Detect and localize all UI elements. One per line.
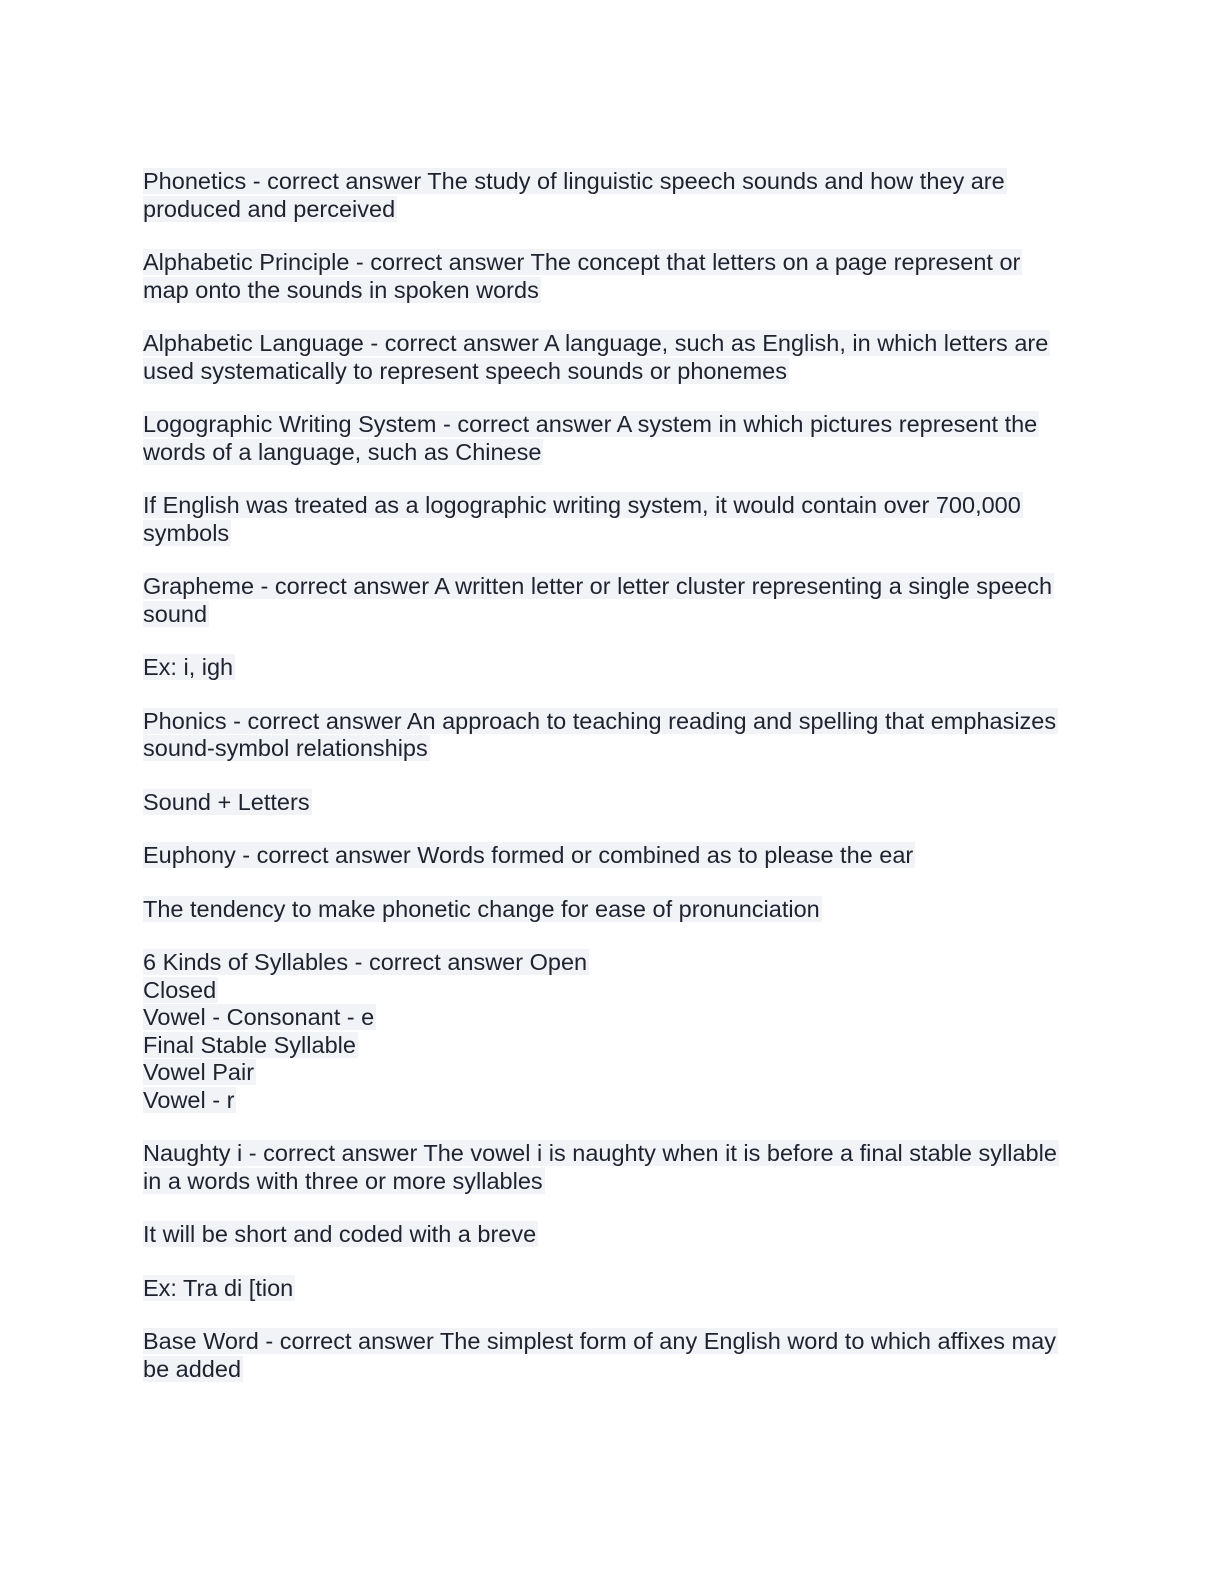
flashcard-entry	[143, 168, 1083, 223]
entry-line	[143, 708, 1083, 736]
flashcard-entry	[143, 411, 1083, 466]
entry-line	[143, 1168, 1083, 1196]
entry-line	[143, 520, 1083, 548]
flashcard-entry	[143, 1221, 1083, 1249]
flashcard-entry	[143, 896, 1083, 924]
entry-text: sound-symbol relationships	[143, 735, 428, 761]
entry-line	[143, 949, 1083, 977]
entry-line	[143, 977, 1083, 1005]
entry-text: symbols	[143, 519, 230, 546]
entry-text: be added	[143, 1355, 242, 1382]
entry-text: Logographic Writing System - correct answer A system in which pictures represent the	[143, 411, 1038, 437]
entry-text: used systematically to represent speech sounds or phonemes	[143, 357, 787, 384]
entry-text: Alphabetic Language - correct answer A language, such as English, in which letters are	[143, 330, 1049, 356]
entry-text: Sound + Letters	[143, 788, 310, 815]
entry-line	[143, 1032, 1083, 1060]
entry-text: Vowel - r	[143, 1086, 235, 1113]
entry-text: 6 Kinds of Syllables - correct answer Open	[143, 949, 588, 975]
entry-line	[143, 842, 1083, 870]
entry-line	[143, 1059, 1083, 1087]
entry-line	[143, 1087, 1083, 1115]
flashcard-entry	[143, 330, 1083, 385]
entry-text: Final Stable Syllable	[143, 1031, 356, 1058]
entry-line	[143, 789, 1083, 817]
entry-text: It will be short and coded with a breve	[143, 1221, 537, 1247]
entry-line	[143, 168, 1083, 196]
entry-text: Alphabetic Principle - correct answer The concept that letters on a page represent or	[143, 249, 1021, 275]
entry-text: produced and perceived	[143, 195, 396, 222]
entry-text: Grapheme - correct answer A written letter or letter cluster representing a single speech	[143, 573, 1053, 599]
entry-line	[143, 1328, 1083, 1356]
flashcard-entry	[143, 1328, 1083, 1383]
entry-line	[143, 601, 1083, 629]
entry-line	[143, 330, 1083, 358]
flashcard-entry	[143, 789, 1083, 817]
entry-line	[143, 492, 1083, 520]
entry-text: words of a language, such as Chinese	[143, 438, 542, 465]
entry-text: Ex: i, igh	[143, 654, 234, 680]
flashcard-entry	[143, 492, 1083, 547]
entry-line	[143, 1004, 1083, 1032]
entry-text: Ex: Tra di [tion	[143, 1274, 294, 1301]
entry-line	[143, 358, 1083, 386]
flashcard-entry	[143, 654, 1083, 682]
document-body	[143, 168, 1083, 1409]
entry-text: Vowel - Consonant - e	[143, 1004, 375, 1030]
flashcard-entry	[143, 1140, 1083, 1195]
entry-text: map onto the sounds in spoken words	[143, 276, 539, 303]
entry-line	[143, 654, 1083, 682]
entry-text: Phonetics - correct answer The study of linguistic speech sounds and how they are	[143, 168, 1005, 194]
flashcard-entry	[143, 949, 1083, 1114]
entry-text: Vowel Pair	[143, 1059, 255, 1085]
entry-text: Naughty i - correct answer The vowel i is naughty when it is before a final stable syllable	[143, 1140, 1057, 1166]
flashcard-entry	[143, 1275, 1083, 1303]
entry-text: in a words with three or more syllables	[143, 1167, 543, 1194]
entry-line	[143, 196, 1083, 224]
entry-line	[143, 1140, 1083, 1168]
entry-text: Euphony - correct answer Words formed or combined as to please the ear	[143, 842, 914, 868]
flashcard-entry	[143, 842, 1083, 870]
entry-line	[143, 1356, 1083, 1384]
entry-text: The tendency to make phonetic change for ease of pronunciation	[143, 895, 820, 922]
entry-line	[143, 1275, 1083, 1303]
flashcard-entry	[143, 249, 1083, 304]
entry-text: Base Word - correct answer The simplest form of any English word to which affixes may	[143, 1328, 1056, 1354]
entry-text: If English was treated as a logographic writing system, it would contain over 700,000	[143, 492, 1021, 518]
entry-line	[143, 896, 1083, 924]
entry-text: sound	[143, 600, 208, 627]
entry-text: Phonics - correct answer An approach to teaching reading and spelling that emphasizes	[143, 707, 1057, 734]
flashcard-entry	[143, 708, 1083, 763]
entry-line	[143, 249, 1083, 277]
flashcard-entry	[143, 573, 1083, 628]
entry-text: Closed	[143, 976, 217, 1003]
entry-line	[143, 1221, 1083, 1249]
entry-line	[143, 735, 1083, 763]
entry-line	[143, 277, 1083, 305]
entry-line	[143, 411, 1083, 439]
entry-line	[143, 573, 1083, 601]
entry-line	[143, 439, 1083, 467]
